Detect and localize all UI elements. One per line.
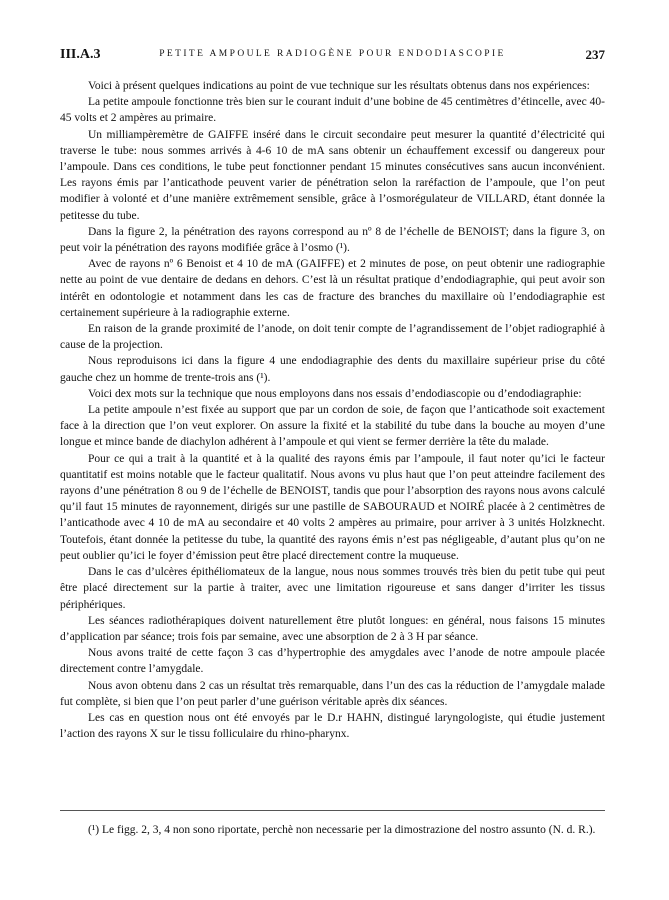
page-number: 237 <box>585 47 605 62</box>
paragraph-13: Nous avons traité de cette façon 3 cas d’hypertrophie des amygdales avec l’anode de notre ampoule placée directement contre l’amygdale. <box>60 647 605 676</box>
paragraph-4: Dans la figure 2, la pénétration des rayons correspond au nº 8 de l’échelle de BENOIST; dans la figure 3, on peut voir la pénétration des rayons modifiée grâce à l’osmo (¹). <box>60 225 605 255</box>
running-header <box>60 47 605 65</box>
paragraph-5: Avec de rayons nº 6 Benoist et 4 10 de mA (GAIFFE) et 2 minutes de pose, on peut obtenir une radiographie nette au point de vue dentaire de dedans en dehors. C’est là un résultat pratique d’endodiagraphie, qui peut avoir son intérêt en odontologie et notamment dans les cas de fracture des branches du maxillaire où l’endodiagraphie est certainement supérieure à la radiographie externe. <box>60 258 605 319</box>
paragraph-6: En raison de la grande proximité de l’anode, on doit tenir compte de l’agrandissement de l’objet radiographié à cause de la projection. <box>60 323 605 352</box>
paragraph-14: Nous avon obtenu dans 2 cas un résultat très remarquable, dans l’un des cas la réduction de l’amygdale malade fut complète, si bien que l’on peut parler d’une guérison véritable après dix séances. <box>60 679 605 708</box>
paragraph-15: Les cas en question nous ont été envoyés par le D.r HAHN, distingué laryngologiste, qui étudie justement l’action des rayons X sur le tissu folliculaire du rhino-pharynx. <box>60 711 605 741</box>
section-number: III.A.3 <box>60 47 101 62</box>
paragraph-3: Un milliampèremètre de GAIFFE inséré dans le circuit secondaire peut mesurer la quantité d’électricité qui traverse le tube: nous sommes arrivés à 4-6 10 de mA sans obtenir un échauffement excessif ou dangereux pour l’ampoule. Dans ces conditions, le tube peut fonctionner pendant 15 minutes consécutives sans aucun inconvénient. Les rayons émis par l’anticathode peuvent varier de pénétration selon la raréfaction de l’ampoule, que l’on peut modifier à volonté et d’une manière extrêmement sensible, grâce à l’osmorégulateur de VILLARD, étant donnée la petitesse du tube. <box>60 128 605 222</box>
paragraph-10: Pour ce qui a trait à la quantité et à la qualité des rayons émis par l’ampoule, il faut noter qu’ici le facteur quantitatif est moins notable que le facteur qualitatif. Nous avons vu plus haut que l’on peut atteindre facilement des rayons d’une pénétration 8 ou 9 de l’échelle de BENOIST, tandis que pour l’absorption des rayons nous avons calculé qu’il faut 15 minutes de rayonnement, dirigés sur une pastille de SABOURAUD et NOIRÉ placée à 2 centimètres de l’anticathode avec 4 10 de mA au secondaire et 40 volts 2 ampères au primaire, pour arriver à 3 unités Holzknecht. Toutefois, étant donnée la petitesse du tube, la quantité des rayons émis n’est pas négligeable, d’autant plus qu’on ne peut oublier qu’ici le foyer d’émission peut être placé directement contre la muqueuse. <box>60 452 605 562</box>
paragraph-2: La petite ampoule fonctionne très bien sur le courant induit d’une bobine de 45 centimètres d’étincelle, avec 40-45 volts et 2 ampères au primaire. <box>60 96 605 125</box>
paragraph-7: Nous reproduisons ici dans la figure 4 une endodiagraphie des dents du maxillaire supérieur prise du côté gauche chez un homme de trente-trois ans (¹). <box>60 355 605 384</box>
footnote: (¹) Le figg. 2, 3, 4 non sono riportate, perchè non necessarie per la dimostrazione del nostro assunto (N. d. R.). <box>88 824 596 836</box>
body-text <box>60 78 605 742</box>
paragraph-12: Les séances radiothérapiques doivent naturellement être plutôt longues: en général, nous faisons 15 minutes d’application par séance; trois fois par semaine, avec une absorption de 2 à 3 H par séance. <box>60 614 605 643</box>
running-title: PETITE AMPOULE RADIOGÈNE POUR ENDODIASCOPIE <box>159 49 506 59</box>
paragraph-9: La petite ampoule n’est fixée au support que par un cordon de soie, de façon que l’anticathode soit exactement face à la direction que l’on veut explorer. On assure la fixité et la stabilité du tube dans la bouche au moyen d’une longue et mince bande de diachylon adhérent à l’ampoule et qui vient se fermer derrière la tête du malade. <box>60 404 605 449</box>
paragraph-11: Dans le cas d’ulcères épithéliomateux de la langue, nous nous sommes trouvés très bien du petit tube qui peut être placé directement sur la partie à traiter, avec une limitation rigoureuse et sans danger d’irriter les tissus périphériques. <box>60 566 605 611</box>
paragraph-1: Voici à présent quelques indications au point de vue technique sur les résultats obtenus dans nos expériences: <box>88 80 590 92</box>
footnote-divider <box>60 810 605 811</box>
paragraph-8: Voici dex mots sur la technique que nous employons dans nos essais d’endodiascopie ou d’endodiagraphie: <box>88 387 582 400</box>
